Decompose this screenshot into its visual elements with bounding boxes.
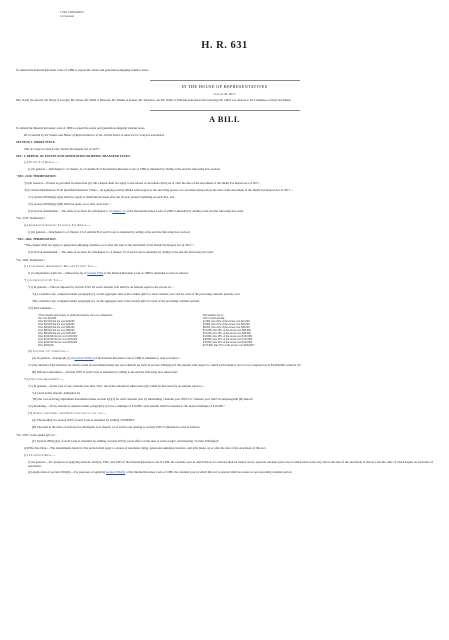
- paragraph-text-start: (2) Application of section 2504(b).—For purposes of applying: [28, 470, 106, 475]
- subsection-heading: (a) Estate Tax Repeal.—: [24, 160, 60, 165]
- rate-column-tax: [203, 314, 255, 348]
- rate-row-tax: $3,800, plus 22% of the excess over $20,000.: [202, 322, 251, 326]
- section-text: This Act may be cited as the "Death Tax Repeal Act of 2017".: [24, 146, 101, 151]
- paragraph-text-end: of the Internal Revenue Code of 1986 is amended to read as follows:: [93, 356, 180, 361]
- bill-body: [16, 127, 433, 478]
- rate-row-tax: $38,800, plus 32% of the excess over $150,000.: [202, 338, 253, 342]
- paragraph-text-start: (1) Computation of gift tax.—Subsection (a) of: [28, 271, 88, 276]
- subsection-heading: (b) Generation-Skipping Transfer Tax Repeal.—: [24, 222, 92, 227]
- rate-row-tax: $8,200, plus 24% of the excess over $40,000.: [202, 325, 251, 329]
- paragraph-text: (B) The item in the table of sections for subchapter A of chapter 12 of such Code relating to section 2505 is amended to read as follows:: [32, 425, 201, 430]
- quoted-text: "(1) In general.—The tax imposed by section 2501 for each calendar year shall be an amount equal to the excess of—: [28, 285, 174, 290]
- rate-row-tax: $13,000, plus 26% of the excess over $60,000.: [202, 328, 252, 332]
- rate-row-amount: Over $80,000 but not over $100,000: [38, 331, 76, 335]
- quoted-section-heading: "SEC. 2664. TERMINATION.: [16, 236, 57, 241]
- section-heading: SEC. 2. REPEAL OF ESTATE AND GENERATION-SKIPPING TRANSFER TAXES.: [16, 153, 131, 158]
- quoted-text: "(d) Inflation Adjustment.—: [24, 376, 65, 381]
- rate-row-amount: Over $150,000 but not over $250,000: [38, 338, 78, 342]
- chamber-heading: IN THE HOUSE OF REPRESENTATIVES: [181, 84, 268, 89]
- paragraph-heading: (3) Other conforming amendments related to gift tax.—: [28, 411, 107, 416]
- paragraph-text: (1) In general.—Subchapter C of chapter 11 of subtitle B of the Internal Revenue Code of 1986 is amended by adding at the end the following new section:: [28, 167, 221, 172]
- rate-row-tax: $18,200, plus 28% of the excess over $80,000.: [202, 331, 252, 335]
- congress-number: 115th CONGRESS: [60, 10, 84, 14]
- paragraph-text-end: of the Internal Revenue Code of 1986, the calendar year in which this Act is enacted shall be treated as one preceding calendar period.: [125, 470, 293, 475]
- section-2505a-link[interactable]: section 2505(a): [74, 356, 94, 361]
- paragraph-text: (C) Section 2801(a)(1) of such Code is amended by striking "section 2001(c) as in effect on the date of such receipt" and inserting "section 2502(a)(2)".: [32, 439, 220, 444]
- quoted-text: "(2) Rounding.—If any amount as adjusted under paragraph (1) is not a multiple of $10,000, such amount shall be rounded to the nearest multiple of $10,000.".: [28, 404, 226, 409]
- quoted-text: "(b) Certain Distributions From Qualified Domestic Trusts.—In applying section 2056A with respect to the surviving spouse of a decedent dying before the date of the enactment of the Death Tax Repeal Act of 2017—: [24, 188, 294, 193]
- rate-row-amount: Over $60,000 but not over $80,000: [38, 328, 75, 332]
- sponsors-text: Mrs. Noem (for herself, Mr. Brady of Georgia, Mr. Nunes, Mr. Smith of Missouri, Mr. Jenkins of Kansas, Mr. Davidson, and Mr. Smith of Nebraska) introduced the following bill; which was referred to the Committee on Ways and Means: [16, 98, 291, 102]
- quoted-text: "(1) section 2056A(b)(1)(A) shall not apply to distributions made after the 10-year period beginning on such date, and: [28, 194, 175, 199]
- quoted-text: "(2) Rate schedule.—: [28, 305, 55, 310]
- quoted-text: "(B) a tentative tax, computed under paragraph (2), on the aggregate sum of the taxable gifts for each of the preceding calendar periods.: [32, 298, 200, 303]
- quoted-text: "(a) In General.—Except as provided in subsection (b), this chapter shall not apply to the estates of decedents dying on or after the date of the enactment of the Death Tax Repeal Act of 2017.: [24, 181, 260, 186]
- paragraph-heading: (2) Lifetime gift exemption.—: [28, 349, 70, 354]
- paragraph-text-end: of the Internal Revenue Code of 1986 is amended to read as follows:: [103, 271, 189, 276]
- section-heading: SECTION 1. SHORT TITLE.: [16, 139, 56, 144]
- enacting-clause: Be it enacted by the Senate and House of Representatives of the United States of America in Congress assembled,: [24, 132, 165, 137]
- quoted-text: "(2) section 2056A(b)(1)(B) shall not apply on or after such date.".: [28, 201, 111, 206]
- introduction-date: January 24, 2017: [213, 92, 236, 96]
- quoted-text: "This chapter shall not apply to generation-skipping transfers on or after the date of the enactment of the Death Tax Repeal Act of 2017.".: [24, 243, 195, 248]
- rate-row-amount: Not over $10,000: [38, 316, 57, 320]
- rate-row-tax: $155,800, plus 35% of the excess over $500,000.": [202, 344, 256, 348]
- session-label: 1st Session: [60, 14, 74, 18]
- bill-title-line: To amend the Internal Revenue Code of 1986 to repeal the estate and generation-skipping transfer taxes.: [16, 68, 150, 72]
- table-item-note: "Sec. 2664. Termination.".: [16, 259, 46, 263]
- rate-row-amount: Over $10,000 but not over $20,000: [38, 319, 75, 323]
- quoted-text: "(B) the cost-of-living adjustment determined under section 1(f)(3) for such calendar year by substituting 'calendar year 2010' for 'calendar year 1992' in subparagraph (B) thereof.: [32, 397, 254, 402]
- paragraph-text: (2) Clerical amendment.—The table of sections for subchapter G of chapter 13 of such Code is amended by adding at the end the following new item:: [28, 250, 214, 255]
- paragraph-text: (1) In general.—For purposes of applying sections 1015(d), 2502, and 2505 of the Internal Revenue Code of 1986, the calendar year in which this Act is enacted shall be treated as two separate calendar years one of which ends on the day before the date of the enactment of this Act and the other of which begins on such date of enactment.: [28, 459, 433, 468]
- paragraph-text: [16, 471, 433, 475]
- rate-row-amount: Over $40,000 but not over $60,000: [38, 325, 75, 329]
- quoted-text: "(1) In general.—In the case of any calendar year after 2011, the dollar amount in subsection (a)(1) shall be increased by an amount equal to—: [28, 383, 205, 388]
- quoted-text: "(A) such dollar amount, multiplied by: [32, 390, 81, 395]
- subsection-heading: (e) Transition Rule.—: [24, 452, 56, 457]
- quoted-text: "(a) Computation Of Tax.—: [24, 278, 63, 283]
- a-bill-heading: A BILL: [208, 114, 241, 124]
- rate-row-tax: 18% of such amount.: [202, 316, 225, 320]
- rate-header-amount: "If the amount with respect to which the tentative tax to be computed is:: [38, 313, 113, 317]
- paragraph-text: [16, 210, 433, 214]
- rate-row-amount: Over $20,000 but not over $40,000: [38, 322, 75, 326]
- purpose-text: To amend the Internal Revenue Code of 1986 to repeal the estate and generation-skipping transfer taxes.: [16, 126, 146, 130]
- table-item-note: "Sec. 2505. Credit against gift tax.".: [16, 433, 57, 437]
- paragraph-text: (A) The heading for section 2505 of such Code is amended by striking "UNIFIED".: [32, 418, 136, 423]
- congress-session: [60, 10, 84, 18]
- paragraph-text-start: (2) Clerical amendment.—The table of sections for subchapter C of: [28, 208, 113, 213]
- rate-row-tax: $23,800, plus 30% of the excess over $100,000.: [202, 335, 253, 339]
- quoted-text: "(A) a tentative tax, computed under paragraph (2), on the aggregate sum of the taxable gifts for such calendar year and for each of the preceding calendar periods, over: [32, 292, 240, 297]
- chapter-11-link[interactable]: chapter 11: [112, 208, 126, 213]
- paragraph-text-start: (A) In general.—Paragraph (1) of: [32, 356, 75, 361]
- paragraph-text: [16, 272, 433, 276]
- section-2504b-link[interactable]: section 2504(b): [105, 470, 126, 475]
- subsection-heading: (c) Conforming Amendments Related To Gift Tax.—: [24, 264, 98, 269]
- divider: [150, 80, 300, 81]
- effective-date-text: (d) Effective Date.—The amendments made by this section shall apply to estates of decedents dying, generation-skipping transfers, and gifts made, on or after the date of the enactment of this Act.: [24, 446, 267, 451]
- rate-column-amount: [38, 314, 113, 348]
- divider: [150, 110, 300, 111]
- paragraph-text: (B) Inflation adjustment.—Section 2505 of such Code is amended by adding at the end the following new subsection:: [32, 369, 178, 374]
- rate-row-amount: Over $250,000 but not over $500,000: [38, 341, 78, 345]
- section-2502-link[interactable]: section 2502: [87, 271, 104, 276]
- bill-number: H. R. 631: [201, 40, 248, 51]
- rate-schedule-table: [38, 314, 433, 348]
- paragraph-text: [16, 357, 433, 361]
- rate-row-amount: Over $100,000 but not over $150,000: [38, 335, 78, 339]
- quoted-text: "(1) the amount of the tentative tax which would be determined under the rate schedule set forth in section 2502(a)(2) if the amount with respect to which such tentative tax is to be computed were $5,000,000, reduced by".: [28, 363, 303, 367]
- rate-row-tax: $1,800, plus 20% of the excess over $10,000.: [202, 319, 251, 323]
- rate-header-tax: The tentative tax is:: [202, 313, 224, 317]
- table-item-note: "Sec. 2210. Termination.".: [16, 217, 46, 221]
- quoted-section-heading: "SEC. 2210. TERMINATION.: [16, 174, 57, 179]
- paragraph-text-end: of the Internal Revenue Code of 1986 is amended by adding at the end the following new item:: [125, 208, 244, 213]
- paragraph-text: (1) In general.—Subchapter G of chapter 13 of subtitle B of such Code is amended by adding at the end the following new section:: [28, 229, 191, 234]
- rate-row-amount: Over $500,000: [38, 344, 54, 348]
- rate-row-tax: $70,800, plus 34% of the excess over $250,000.: [202, 341, 253, 345]
